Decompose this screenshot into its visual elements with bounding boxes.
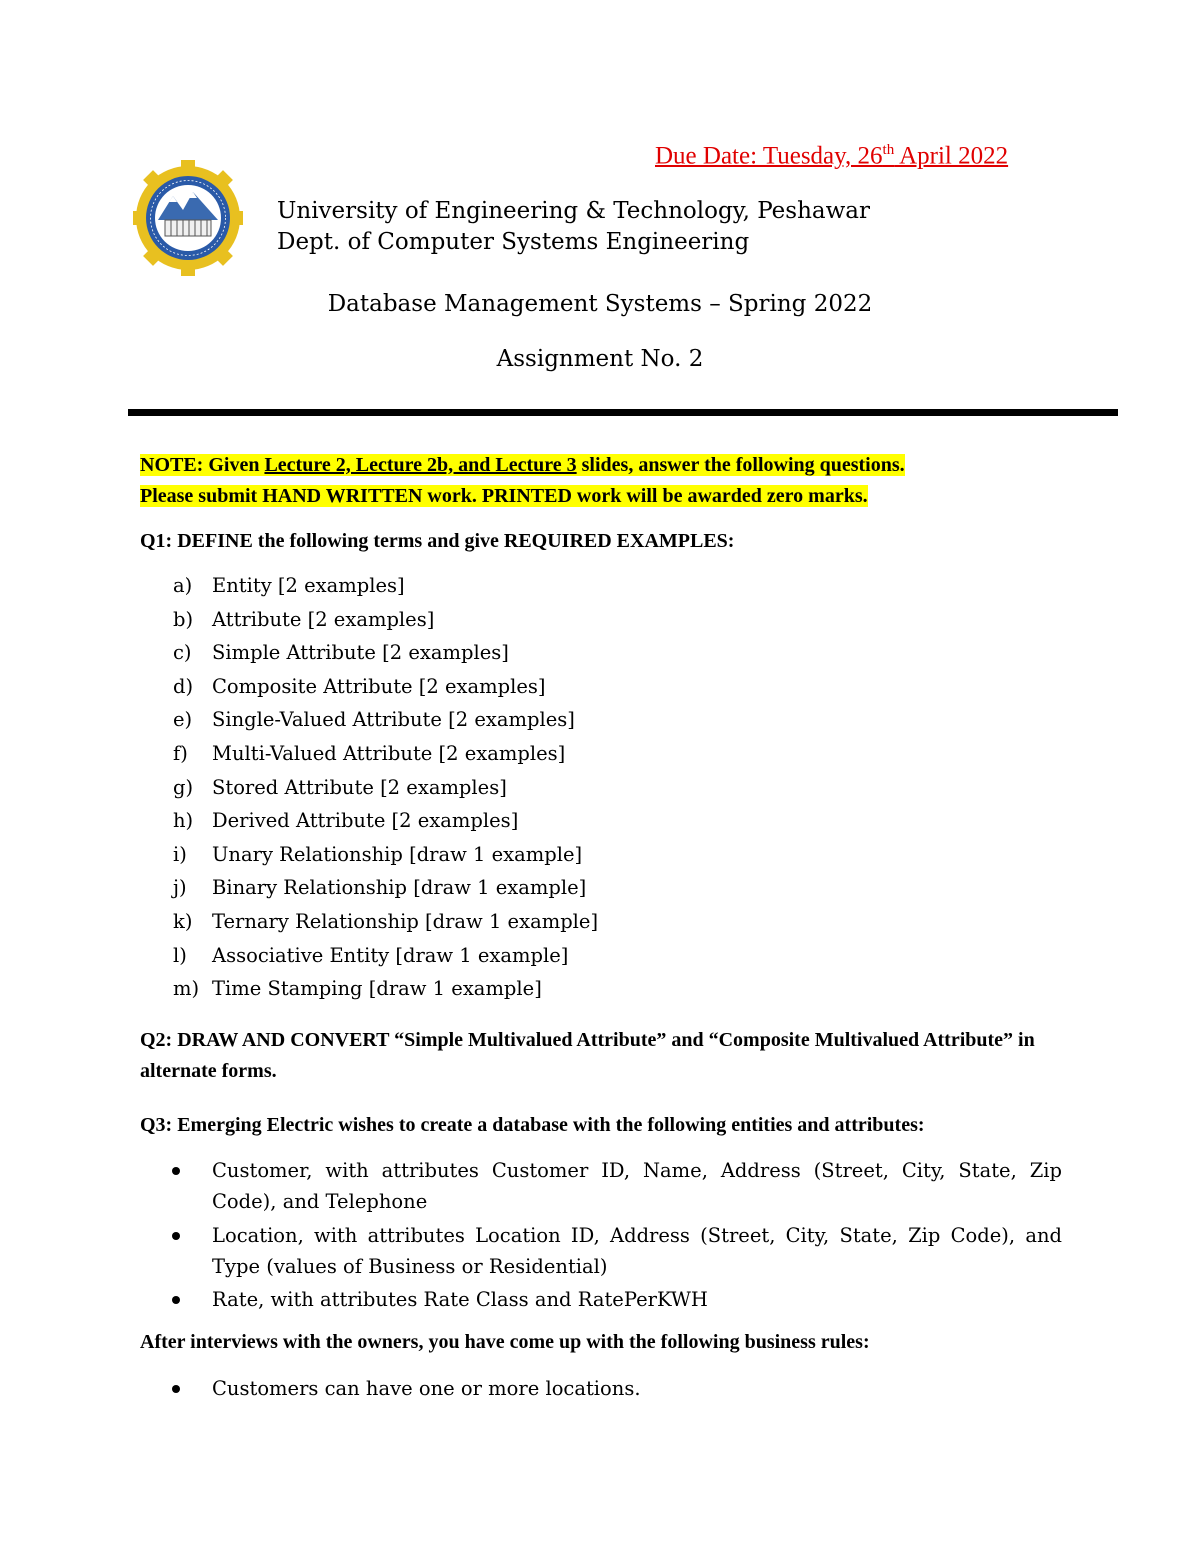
q1-item-text: Binary Relationship [draw 1 example] <box>212 876 587 900</box>
q1-item-letter: g) <box>173 775 194 799</box>
q1-item <box>173 771 507 805</box>
university-seal-logo <box>133 158 243 278</box>
department-name: Dept. of Computer Systems Engineering <box>277 229 750 255</box>
q1-item-text: Attribute [2 examples] <box>212 607 435 631</box>
q1-item <box>173 603 434 637</box>
q1-item <box>173 939 568 973</box>
q1-item-text: Ternary Relationship [draw 1 example] <box>212 910 599 933</box>
q1-item-letter: m) <box>173 977 200 1001</box>
assignment-title: Assignment No. 2 <box>496 346 704 372</box>
q1-item <box>173 838 582 872</box>
bullet-icon <box>172 1385 180 1393</box>
q1-item-letter: l) <box>173 943 187 967</box>
q3-bullet-3: Rate, with attributes Rate Class and RatePerKWH <box>212 1284 1062 1315</box>
q1-item-text: Single-Valued Attribute [2 examples] <box>212 708 575 732</box>
bullet-icon <box>172 1167 180 1175</box>
q1-item <box>173 569 405 603</box>
q1-item-text: Time Stamping [draw 1 example] <box>212 977 542 1001</box>
due-date: Due Date: Tuesday, 26th April 2022 <box>655 142 1009 170</box>
q3-bullet-1: Customer, with attributes Customer ID, Name, Address (Street, City, State, Zip Code), and Telephone <box>212 1155 1062 1217</box>
q1-item-text: Composite Attribute [2 examples] <box>212 674 546 698</box>
bullet-icon <box>172 1232 180 1240</box>
q1-item <box>173 804 518 838</box>
q1-item-letter: h) <box>173 809 194 833</box>
horizontal-rule <box>128 409 1118 416</box>
q1-item <box>173 871 586 905</box>
q1-item-letter: b) <box>173 607 194 631</box>
university-name: University of Engineering & Technology, Peshawar <box>277 198 871 224</box>
q1-item-letter: j) <box>173 876 187 900</box>
q1-item-text: Multi-Valued Attribute [2 examples] <box>212 742 566 765</box>
q3-title: Q3: Emerging Electric wishes to create a database with the following entities and attributes: <box>140 1114 925 1136</box>
q1-item <box>173 636 509 670</box>
q3-bullet-2: Location, with attributes Location ID, Address (Street, City, State, Zip Code), and Type (values of Business or Residential) <box>212 1220 1062 1282</box>
q1-item <box>173 703 575 737</box>
q1-item-letter: i) <box>173 842 187 866</box>
q1-item-text: Associative Entity [draw 1 example] <box>212 943 569 967</box>
q1-item-text: Derived Attribute [2 examples] <box>212 809 519 833</box>
q1-item-letter: a) <box>173 574 193 597</box>
course-title: Database Management Systems – Spring 2022 <box>327 291 873 317</box>
business-rules-title: After interviews with the owners, you have come up with the following business rules: <box>140 1331 870 1353</box>
q2-title: Q2: DRAW AND CONVERT “Simple Multivalued Attribute” and “Composite Multivalued Attribute” in alternate forms. <box>140 1029 1035 1082</box>
q1-title: Q1: DEFINE the following terms and give REQUIRED EXAMPLES: <box>140 530 735 552</box>
q1-item-text: Simple Attribute [2 examples] <box>212 641 509 665</box>
q1-item <box>173 905 598 939</box>
lecture-reference: Lecture 2, Lecture 2b, and Lecture 3 <box>264 454 577 476</box>
note-line-2: Please submit HAND WRITTEN work. PRINTED work will be awarded zero marks. <box>140 485 868 507</box>
q1-item-letter: e) <box>173 708 193 732</box>
bullet-icon <box>172 1296 180 1304</box>
q1-item <box>173 972 542 1006</box>
q1-item <box>173 737 565 771</box>
q1-item <box>173 670 546 704</box>
q1-item-letter: c) <box>173 641 192 665</box>
q1-item-text: Stored Attribute [2 examples] <box>212 775 507 799</box>
q1-item-letter: f) <box>173 742 188 765</box>
business-rule-1: Customers can have one or more locations. <box>212 1373 1062 1404</box>
note-line-1: NOTE: Given Lecture 2, Lecture 2b, and Lecture 3 slides, answer the following questions. <box>140 454 905 476</box>
q1-item-text: Unary Relationship [draw 1 example] <box>212 842 583 866</box>
q1-item-text: Entity [2 examples] <box>212 574 405 597</box>
q1-item-letter: d) <box>173 674 194 698</box>
q1-item-letter: k) <box>173 910 193 933</box>
